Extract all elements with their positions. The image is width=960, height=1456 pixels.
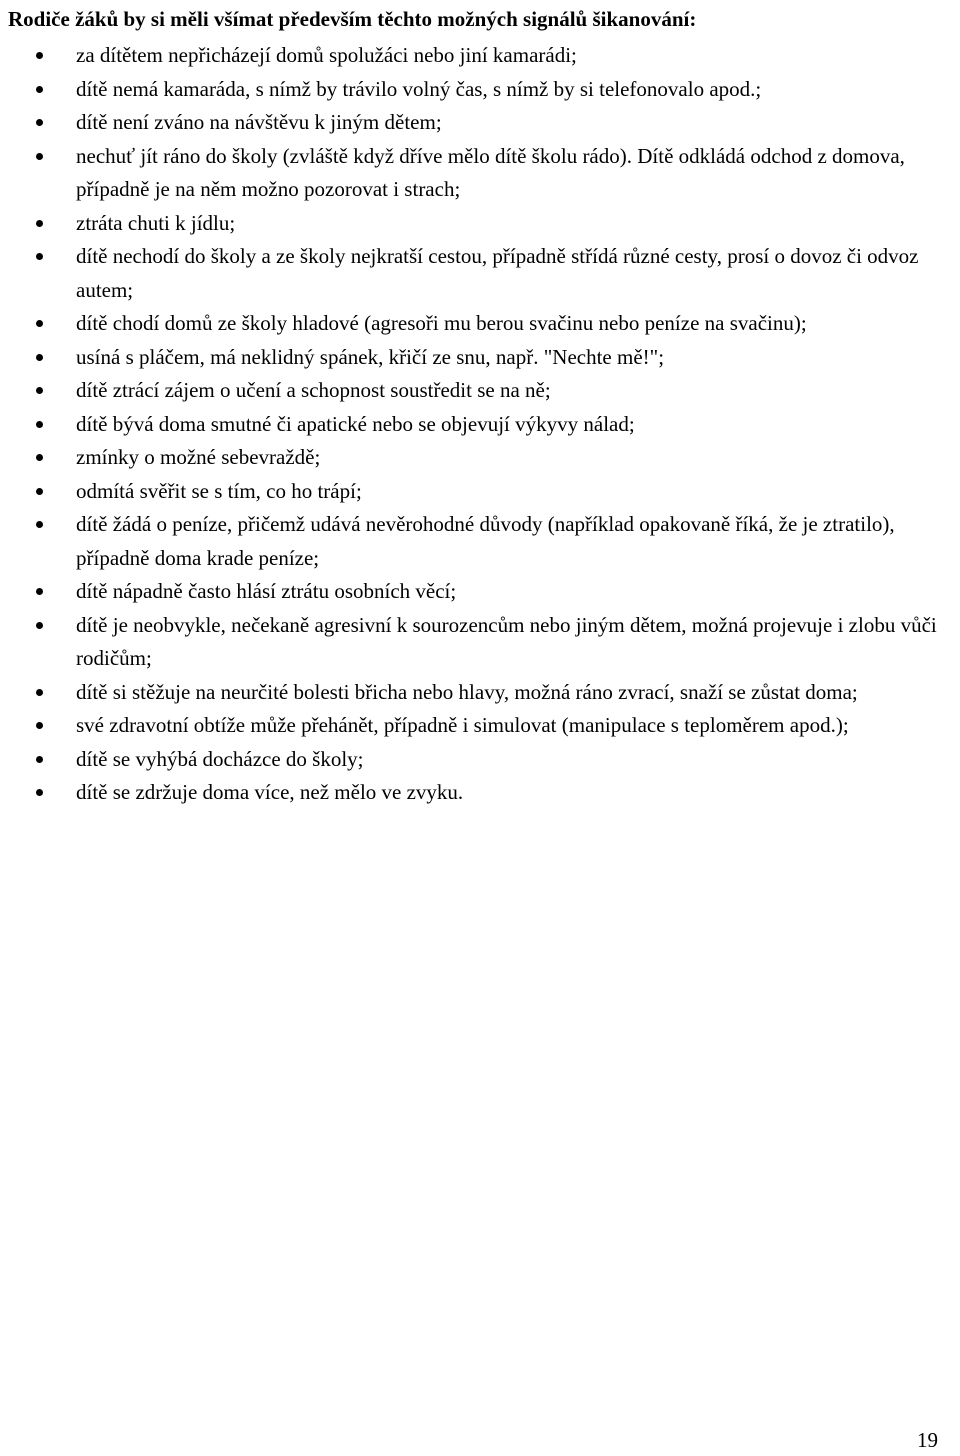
list-item-text: dítě se zdržuje doma více, než mělo ve zvyku. — [76, 780, 464, 804]
bullet-icon — [36, 119, 43, 126]
bullet-icon — [36, 622, 43, 629]
bullet-icon — [36, 756, 43, 763]
list-item-text: dítě ztrácí zájem o učení a schopnost soustředit se na ně; — [76, 378, 551, 402]
bullet-icon — [36, 689, 43, 696]
bullet-icon — [36, 588, 43, 595]
bullet-icon — [36, 153, 43, 160]
list-item-text: dítě je neobvykle, nečekaně agresivní k sourozencům nebo jiným dětem, možná projevuje i zlobu vůči rodičům; — [76, 612, 937, 670]
list-item — [0, 743, 952, 777]
list-item — [0, 508, 952, 575]
list-item — [0, 575, 952, 609]
bullet-icon — [36, 488, 43, 495]
list-item — [0, 39, 952, 73]
bullet-icon — [36, 521, 43, 528]
bullet-icon — [36, 421, 43, 428]
bullet-icon — [36, 52, 43, 59]
list-item-text: odmítá svěřit se s tím, co ho trápí; — [76, 478, 362, 503]
list-item-text: dítě nemá kamaráda, s nímž by trávilo volný čas, s nímž by si telefonovalo apod.; — [76, 76, 762, 101]
list-item — [0, 240, 952, 307]
list-item — [0, 475, 952, 509]
bullet-icon — [36, 387, 43, 394]
list-item-text: dítě si stěžuje na neurčité bolesti břicha nebo hlavy, možná ráno zvrací, snaží se zůstat doma; — [76, 679, 858, 704]
list-item — [0, 73, 952, 107]
list-item-text: dítě bývá doma smutné či apatické nebo se objevují výkyvy nálad; — [76, 411, 635, 436]
list-item — [0, 106, 952, 140]
list-item-text: své zdravotní obtíže může přehánět, případně i simulovat (manipulace s teploměrem apod.); — [76, 713, 849, 737]
list-item-text: dítě nechodí do školy a ze školy nejkratší cestou, případně střídá různé cesty, prosí o dovoz či odvoz autem; — [76, 244, 919, 302]
bullet-icon — [36, 86, 43, 93]
list-item — [0, 441, 952, 475]
list-item-text: za dítětem nepřicházejí domů spolužáci nebo jiní kamarádi; — [76, 43, 577, 67]
bullet-icon — [36, 220, 43, 227]
list-item — [0, 609, 952, 676]
list-item — [0, 307, 952, 341]
list-item-text: dítě není zváno na návštěvu k jiným dětem; — [76, 110, 442, 134]
list-item-text: dítě nápadně často hlásí ztrátu osobních věcí; — [76, 579, 457, 603]
list-item-text: dítě žádá o peníze, přičemž udává nevěrohodné důvody (například opakovaně říká, že je ztratilo), případně doma krade peníze; — [76, 512, 895, 570]
list-item — [0, 408, 952, 442]
bullet-icon — [36, 354, 43, 361]
bullet-icon — [36, 454, 43, 461]
list-item — [0, 341, 952, 375]
list-item-text: ztráta chuti k jídlu; — [76, 210, 236, 235]
list-item-text: dítě se vyhýbá docházce do školy; — [76, 746, 364, 771]
bullet-icon — [36, 789, 43, 796]
list-item — [0, 709, 952, 743]
page-heading: Rodiče žáků by si měli všímat především těchto možných signálů šikanování: — [8, 7, 697, 31]
list-item-text: zmínky o možné sebevraždě; — [76, 445, 321, 469]
list-item-text: usíná s pláčem, má neklidný spánek, křičí ze snu, např. "Nechte mě!"; — [76, 344, 665, 369]
list-item — [0, 776, 952, 810]
list-item — [0, 374, 952, 408]
page-number: 19 — [917, 1428, 938, 1452]
bullet-icon — [36, 253, 43, 260]
list-item — [0, 140, 952, 207]
list-item-text: dítě chodí domů ze školy hladové (agresoři mu berou svačinu nebo peníze na svačinu); — [76, 311, 807, 335]
bullet-icon — [36, 320, 43, 327]
list-item-text: nechuť jít ráno do školy (zvláště když dříve mělo dítě školu rádo). Dítě odkládá odchod z domova, případně je na něm možno pozorovat i strach; — [76, 143, 905, 201]
list-item — [0, 676, 952, 710]
warning-signs-list — [0, 39, 952, 810]
list-item — [0, 207, 952, 241]
bullet-icon — [36, 722, 43, 729]
